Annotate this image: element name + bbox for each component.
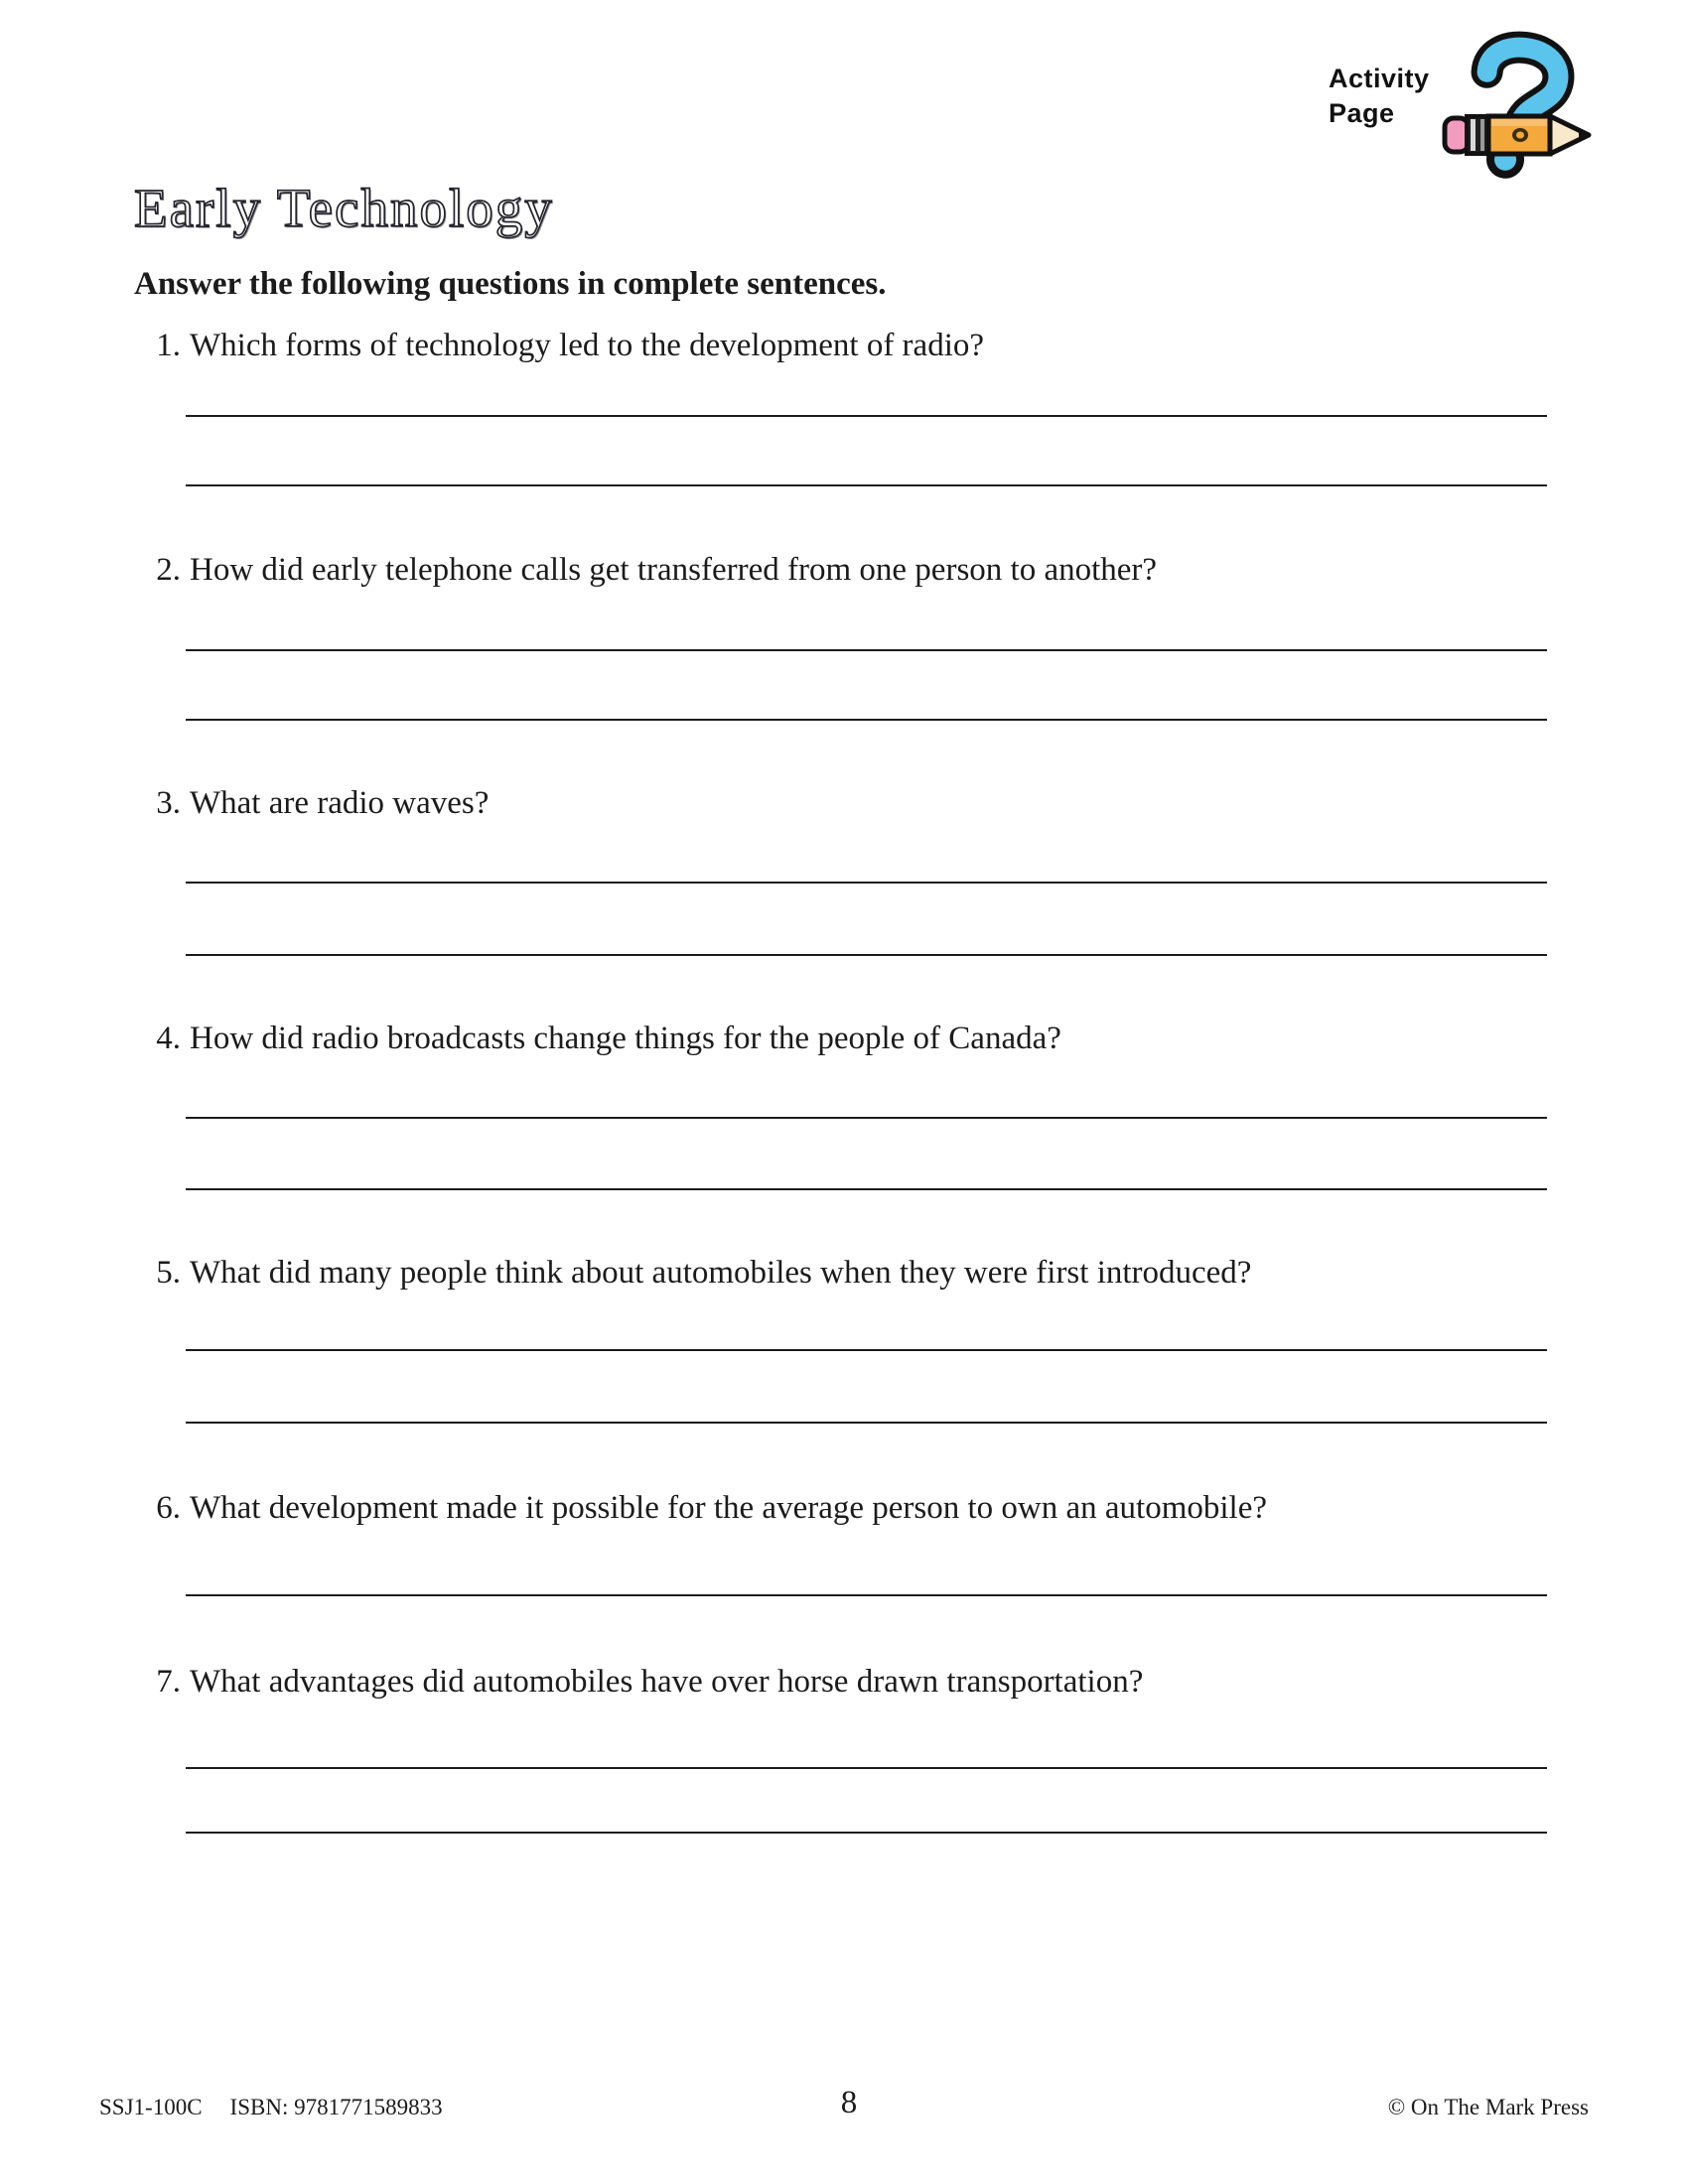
answer-line <box>186 1117 1547 1119</box>
answer-line <box>186 1767 1547 1769</box>
question-number: 3. <box>156 785 181 821</box>
question-number: 1. <box>156 328 181 363</box>
question-number: 6. <box>156 1490 181 1526</box>
answer-line <box>186 882 1547 884</box>
question-text: What did many people think about automobiles when they were first introduced? <box>190 1255 1252 1291</box>
page-title: Early Technology <box>134 178 554 238</box>
answer-line <box>186 649 1547 651</box>
answer-line <box>186 1422 1547 1424</box>
footer-left <box>99 2095 443 2120</box>
question-text: What advantages did automobiles have over horse drawn transportation? <box>190 1664 1144 1700</box>
question-text: How did early telephone calls get transferred from one person to another? <box>190 552 1158 588</box>
question-6 <box>147 1490 1587 1527</box>
question-number: 4. <box>156 1021 181 1056</box>
answer-line <box>186 719 1547 721</box>
question-number: 7. <box>156 1664 181 1700</box>
product-code: SSJ1-100C <box>99 2095 203 2119</box>
question-7 <box>147 1664 1587 1701</box>
question-2 <box>147 552 1587 589</box>
answer-line <box>186 1832 1547 1834</box>
activity-page-label-line2: Page <box>1329 98 1395 129</box>
question-number: 2. <box>156 552 181 588</box>
activity-page-label-line1: Activity <box>1329 64 1430 93</box>
answer-line <box>186 484 1547 486</box>
copyright: © On The Mark Press <box>1387 2095 1589 2119</box>
instruction-text: Answer the following questions in complete sentences. <box>134 266 887 302</box>
question-5 <box>147 1255 1587 1292</box>
question-number: 5. <box>156 1255 181 1291</box>
activity-page-badge <box>1329 28 1597 192</box>
activity-page-label <box>1329 62 1430 131</box>
answer-line <box>186 1349 1547 1351</box>
page-number: 8 <box>840 2085 858 2120</box>
answer-line <box>186 1594 1547 1596</box>
answer-line <box>186 415 1547 417</box>
answer-line <box>186 954 1547 956</box>
question-mark-pencil-icon <box>1440 28 1597 185</box>
question-text: What are radio waves? <box>190 785 490 821</box>
question-text: Which forms of technology led to the development of radio? <box>190 328 985 363</box>
answer-line <box>186 1188 1547 1190</box>
question-4 <box>147 1021 1587 1057</box>
isbn: ISBN: 9781771589833 <box>229 2095 443 2119</box>
question-3 <box>147 785 1587 822</box>
question-1 <box>147 328 1587 364</box>
question-text: What development made it possible for the average person to own an automobile? <box>190 1490 1267 1526</box>
question-text: How did radio broadcasts change things for the people of Canada? <box>190 1021 1061 1056</box>
